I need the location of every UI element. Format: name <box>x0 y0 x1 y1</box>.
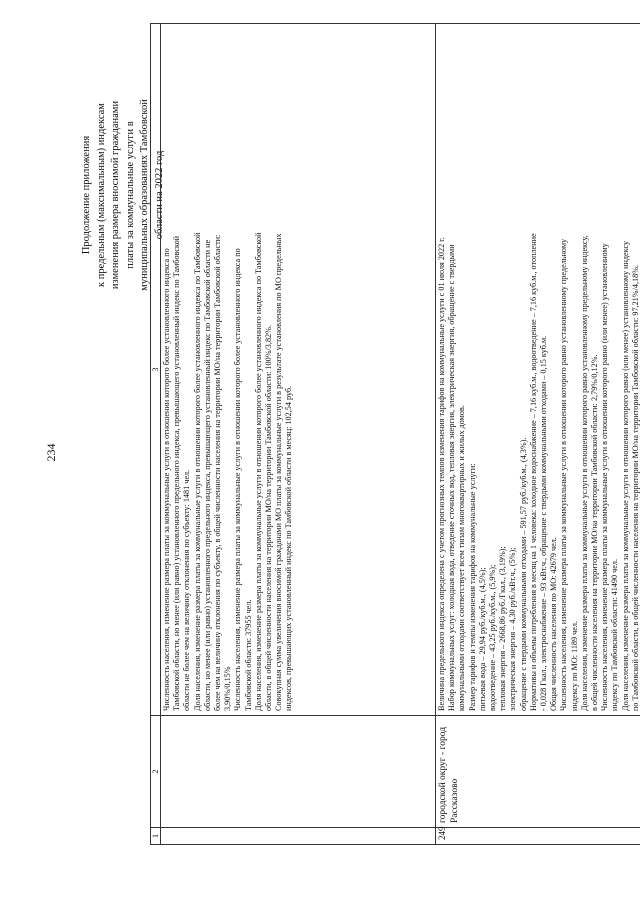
column-header-row <box>151 24 161 845</box>
text-line: Доля населения, изменение размера платы за коммунальные услуги в отношении которого более установленного индекса по Тамбовской <box>192 232 202 711</box>
text-line: Набор коммунальных услуг: холодная вода, отведение сточных вод, тепловая энергия, электрическая энергия, обращение с твердыми <box>447 244 457 711</box>
text-line: 3,90%/0,15% <box>223 666 233 711</box>
header-line: муниципальных образованиях Тамбовской <box>139 99 150 291</box>
text-line: по Тамбовской области, в общей численности населения на территории МО/на территории Тамбовской области: 97,21%/4,18%. <box>630 264 640 711</box>
column-header: 2 <box>151 716 161 828</box>
text-line: индексов, превышающих установленный индекс по Тамбовской области в месяц: 102,54 руб. <box>284 385 294 711</box>
header-line: платы за коммунальные услуги в <box>124 121 136 269</box>
indices-table <box>150 23 640 845</box>
table-row <box>161 24 436 845</box>
text-line: Совокупная сумма увеличения вносимой гражданами МО платы за коммунальные услуги в результате установления по МО предельных <box>274 233 284 711</box>
text-line: Величина предельного индекса определена с учетом прогнозных темпов изменения тарифов на коммунальные услуги с 01 июля 2022 г. <box>437 237 446 711</box>
text-line: тепловая энергия – 2668,86 руб./Гкал., (3,19%); <box>498 546 508 711</box>
text-line: области, в общей численности населения на территории МО/на территории Тамбовской области: 100%/3,82%. <box>264 325 274 711</box>
column-header: 3 <box>151 24 161 716</box>
header-line: области на 2022 год <box>153 150 165 240</box>
row-number <box>161 828 436 845</box>
text-line: - 0,028 Гкал., электроснабжение – 93 кВт.ч., обращение с твердыми коммунальными отходами – 0,15 куб.м. <box>539 335 549 711</box>
header-line: изменения размера вносимой гражданами <box>110 100 121 290</box>
table-row <box>436 24 640 845</box>
indicator-text <box>161 24 436 716</box>
column-header: 1 <box>151 828 161 845</box>
municipality-name: городской округ - город Рассказово <box>436 716 640 828</box>
text-line: Численность населения, изменение размера платы за коммунальные услуги в отношении которого равно (или менее) установленному <box>600 243 610 711</box>
text-line: Численность населения, изменение размера платы за коммунальные услуги в отношении которого более установленного индекса по <box>162 248 171 711</box>
text-line: в общей численности населения на территории МО/на территории Тамбовской области: 2,79%/0,12%. <box>590 354 600 711</box>
text-line: Тамбовской области: 37955 чел. <box>243 599 253 711</box>
text-line: водоотведение – 43,25 руб./куб.м., (5,9%); <box>488 564 498 711</box>
page-number: 234 <box>44 443 58 462</box>
text-line: Размер тарифов и темпы изменения тарифов на коммунальные услуги: <box>467 463 477 711</box>
text-line: области, но менее (или равно) установленного предельного индекса, превышающего установленный индекс по Тамбовской области не <box>202 239 212 711</box>
text-line: Тамбовской области, но менее (или равно) установленного предельного индекса, превышающего установленный индекс по Тамбовской <box>172 235 182 711</box>
text-line: Доля населения, изменение размера платы за коммунальные услуги в отношении которого равно (или менее) установленному индексу <box>620 240 630 711</box>
text-line: Доля населения, изменение размера платы за коммунальные услуги в отношении которого более установленного индекса по Тамбовской <box>253 232 263 711</box>
row-number: 249 <box>436 828 640 845</box>
text-line: обращение с твердыми коммунальными отходами – 591,57 руб./куб.м., (4,3%). <box>518 437 528 711</box>
text-line: Численность населения, изменение размера платы за коммунальные услуги в отношении которого равно установленному предельному <box>559 238 569 711</box>
text-line: электрическая энергия – 4,30 руб./кВт.ч., (5%); <box>508 547 518 711</box>
text-line: Общая численность населения по МО: 42679 чел. <box>549 537 559 711</box>
text-line: Численность населения, изменение размера платы за коммунальные услуги в отношении которого более установленного индекса по <box>233 248 243 711</box>
header-line: к предельным (максимальным) индексам <box>95 103 107 287</box>
text-line: области не более чем на величину отклонения по субъекту: 1481 чел. <box>182 469 192 711</box>
municipality-name <box>161 716 436 828</box>
header-line: Продолжение приложения <box>81 135 92 255</box>
text-line: питьевая вода – 29,94 руб./куб.м., (4,5%); <box>477 567 487 711</box>
indicator-text <box>436 24 640 716</box>
text-line: коммунальными отходами соответствует всем типам многоквартирных и жилых домов. <box>457 405 467 711</box>
text-line: Доля населения, изменение размера платы за коммунальные услуги в отношении которого равно установленному предельному индексу, <box>579 235 589 711</box>
text-line: Нормативы и объемы потребления в месяц на 1 человека: холодное водоснабжение – 7,16 куб.м., водоотведение – 7,16 куб.м., отопление <box>528 233 538 711</box>
text-line: более чем на величину отклонения по субъекту, в общей численности населения на территории МО/на территории Тамбовской области: <box>213 234 223 711</box>
text-line: индексу по МО: 1189 чел. <box>569 620 579 711</box>
text-line: индексу по Тамбовской области: 41490 чел. <box>610 558 620 711</box>
